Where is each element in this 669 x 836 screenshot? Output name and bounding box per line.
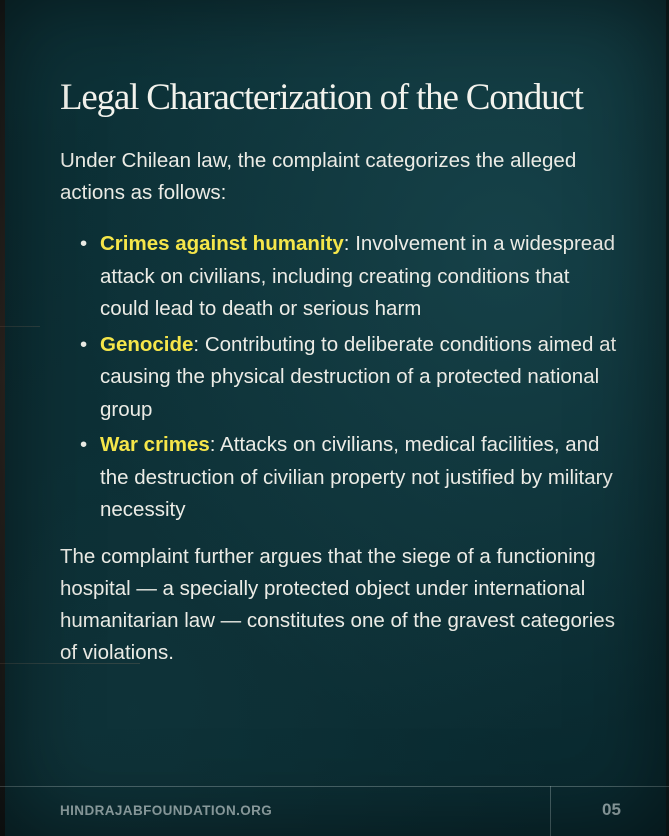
film-edge-left (0, 0, 5, 836)
charge-description: : Attacks on civilians, medical facilities, and the destruction of civilian property not justified by military necessity (100, 433, 613, 521)
bullet-icon: • (80, 433, 88, 456)
page-number: 05 (602, 800, 621, 819)
footer-vertical-divider (550, 786, 551, 836)
charge-term: Genocide (100, 332, 194, 356)
charge-description: : Involvement in a widespread attack on civilians, including creating conditions that could lead to death or serious harm (100, 232, 616, 320)
footer-divider-line (0, 786, 669, 787)
charge-item-genocide (78, 329, 618, 427)
charge-item-war-crimes (78, 429, 618, 527)
page-title: Legal Characterization of the Conduct (60, 77, 583, 118)
charge-term: War crimes (100, 433, 210, 456)
bullet-icon: • (80, 232, 88, 255)
closing-paragraph: The complaint further argues that the siege of a functioning hospital — a specially protected object under international humanitarian law — constitutes one of the gravest categories of violations. (60, 545, 615, 664)
charge-list (78, 228, 618, 530)
footer-website: HINDRAJABFOUNDATION.ORG (60, 803, 273, 818)
charge-term: Crimes against humanity (100, 232, 344, 255)
charge-description: : Contributing to deliberate conditions aimed at causing the physical destruction of a protected national group (100, 332, 617, 421)
bullet-icon: • (80, 332, 88, 356)
intro-paragraph: Under Chilean law, the complaint categorizes the alleged actions as follows: (60, 149, 577, 204)
charge-item-crimes-against-humanity (78, 228, 618, 326)
film-scratch (0, 326, 40, 327)
